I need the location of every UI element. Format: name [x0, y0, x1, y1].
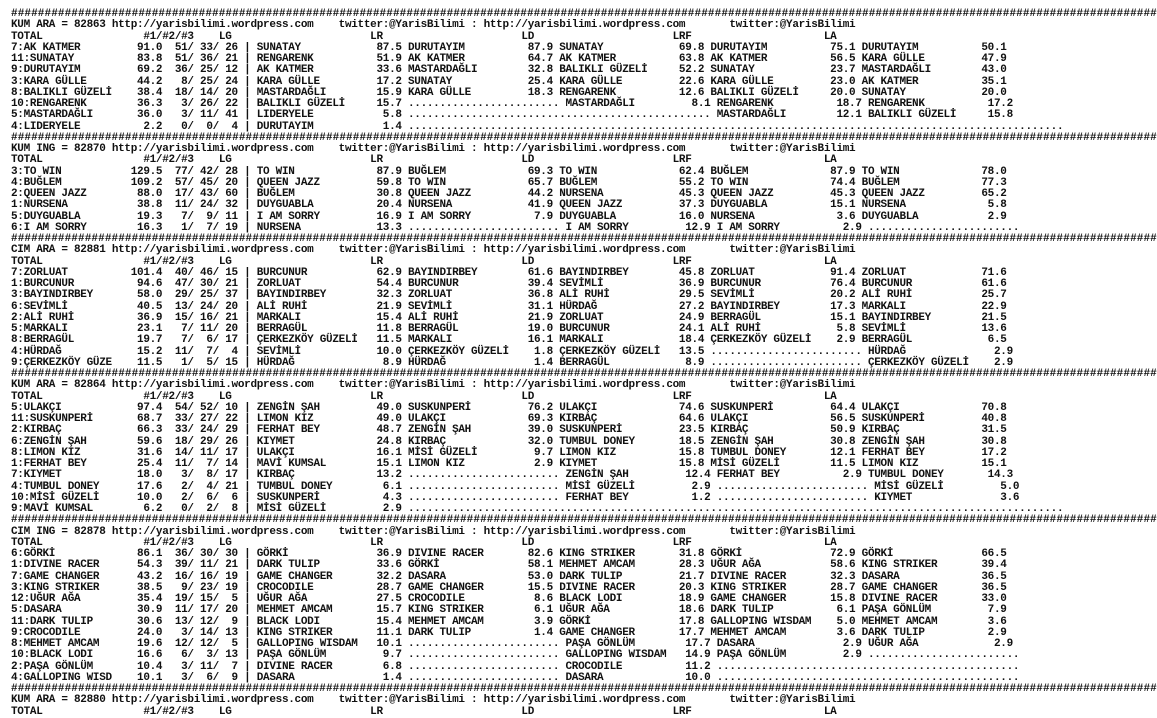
result-row: 9:DURUTAYIM 69.2 36/ 25/ 12 | AK KATMER 33.6 MASTARDAĞLI 32.8 BALIKLI GÜZELİ 52.2 SUNATAY 23.7 MASTARDAĞLI 43.0 [11, 64, 1007, 77]
race-header: CIM ING = 82878 http://yarisbilimi.wordpress.com twitter:@YarisBilimi : http://yarisbilimi.wordpress.com twitter:@YarisBilimi [11, 525, 856, 538]
result-row: 4:GALLOPING WISD 10.1 3/ 6/ 9 | DASARA 1.4 ........................ DASARA 10.0 ................................................ [11, 671, 1020, 684]
result-row: 5:MARKALI 23.1 7/ 11/ 20 | BERRAGÜL 11.8 BERRAGÜL 19.0 BURCUNUR 24.1 ALİ RUHİ 5.8 SEVİMLİ 13.6 [11, 323, 1007, 335]
column-header: TOTAL #1/#2/#3 LG LR LD LRF LA [11, 705, 837, 718]
result-row: 8:MEHMET AMCAM 19.6 12/ 12/ 5 | GALLOPING WISDAM 10.1 ........................ PAŞA GÖNLÜM 17.7 DASARA 2.9 UĞUR AĞA 2.9 [11, 638, 1013, 650]
result-row: 9:MAVİ KUMSAL 6.2 0/ 2/ 8 | MİSİ GÜZELİ 2.9 ........................................................................................................ [11, 503, 1064, 515]
column-header: TOTAL #1/#2/#3 LG LR LD LRF LA [11, 536, 837, 549]
result-row: 4:TUMBUL DONEY 17.6 2/ 4/ 21 | TUMBUL DONEY 6.1 ........................ MİSİ GÜZELİ 2.9 ........................ MİSİ GÜZELİ 5.0 [11, 480, 1020, 493]
result-row: 2:ALİ RUHİ 36.9 15/ 16/ 21 | MARKALI 15.4 ALİ RUHİ 21.9 ZORLUAT 24.9 BERRAGÜL 15.1 BAYINDIRBEY 21.5 [11, 311, 1007, 324]
result-row: 11:SUSKUNPERİ 68.7 33/ 27/ 22 | LIMON KIZ 49.0 ULAKÇI 69.3 KIRBAÇ 64.6 ULAKÇI 56.5 SUSKUNPERİ 40.8 [11, 413, 1007, 425]
result-row: 4:HÜRDAĞ 15.2 11/ 7/ 4 | SEVİMLİ 10.0 ÇERKEZKÖY GÜZELİ 1.8 ÇERKEZKÖY GÜZELİ 13.5 ........................ HÜRDAĞ 2.9 [11, 345, 1013, 358]
result-row: 10:BLACK LODI 16.6 6/ 3/ 13 | PAŞA GÖNLÜM 9.7 ........................ GALLOPING WISDAM 14.9 PAŞA GÖNLÜM 2.9 ........................ [11, 649, 1020, 662]
race-header: KUM ARA = 82864 http://yarisbilimi.wordpress.com twitter:@YarisBilimi : http://yarisbilimi.wordpress.com twitter:@YarisBilimi [11, 379, 856, 392]
result-row: 9:ÇERKEZKÖY GÜZE 11.5 1/ 5/ 15 | HÜRDAĞ 8.9 HÜRDAĞ 1.4 BERRAGÜL 8.9 ........................ ÇERKEZKÖY GÜZELİ 2.9 [11, 356, 1013, 369]
result-row: 1:NURSENA 38.8 11/ 24/ 32 | DUYGUABLA 20.4 NURSENA 41.9 QUEEN JAZZ 37.3 DUYGUABLA 15.1 NURSENA 5.8 [11, 199, 1007, 212]
result-row: 3:TO WIN 129.5 77/ 42/ 28 | TO WIN 87.9 BUĞLEM 69.3 TO WIN 62.4 BUĞLEM 87.9 TO WIN 78.0 [11, 165, 1007, 178]
column-header: TOTAL #1/#2/#3 LG LR LD LRF LA [11, 255, 837, 268]
result-row: 6:ZENGİN ŞAH 59.6 18/ 29/ 26 | KIYMET 24.8 KIRBAÇ 32.0 TUMBUL DONEY 18.5 ZENGİN ŞAH 30.8 ZENGİN ŞAH 30.8 [11, 435, 1007, 448]
result-row: 7:KIYMET 18.0 3/ 8/ 17 | KIRBAÇ 13.2 ........................ ZENGİN ŞAH 12.4 FERHAT BEY 2.9 TUMBUL DONEY 14.3 [11, 469, 1013, 482]
result-row: 10:MİSİ GÜZELİ 10.0 2/ 6/ 6 | SUSKUNPERİ 4.3 ........................ FERHAT BEY 1.2 ........................ KIYMET 3.6 [11, 491, 1020, 504]
race-statistics-sheet [11, 8, 1157, 718]
result-row: 9:CROCODILE 24.0 3/ 14/ 13 | KING STRIKER 11.1 DARK TULIP 1.4 GAME CHANGER 17.7 MEHMET AMCAM 3.6 DARK TULIP 2.9 [11, 626, 1007, 639]
result-row: 2:PAŞA GÖNLÜM 10.4 3/ 11/ 7 | DIVINE RACER 6.8 ........................ CROCODILE 11.2 ................................................ [11, 660, 1020, 673]
column-header: TOTAL #1/#2/#3 LG LR LD LRF LA [11, 390, 837, 403]
result-row: 4:LIDERYELE 2.2 0/ 0/ 4 | DURUTAYIM 1.4 ........................................................................................................ [11, 120, 1064, 133]
separator-line: ########################################################################################################################################################################### [11, 233, 1157, 245]
result-row: 3:BAYINDIRBEY 58.0 29/ 25/ 37 | BAYINDIRBEY 32.3 ZORLUAT 36.8 ALİ RUHİ 29.5 SEVİMLİ 20.2 ALİ RUHİ 25.7 [11, 289, 1007, 302]
result-row: 1:BURCUNUR 94.6 47/ 30/ 21 | ZORLUAT 54.4 BURCUNUR 39.4 SEVİMLİ 36.9 BURCUNUR 76.4 BURCUNUR 61.6 [11, 278, 1007, 290]
separator-line: ########################################################################################################################################################################### [11, 131, 1157, 144]
result-row: 7:AK KATMER 91.0 51/ 33/ 26 | SUNATAY 87.5 DURUTAYIM 87.9 SUNATAY 69.8 DURUTAYIM 75.1 DURUTAYIM 50.1 [11, 41, 1007, 54]
column-header: TOTAL #1/#2/#3 LG LR LD LRF LA [11, 154, 837, 167]
result-row: 3:KARA GÜLLE 44.2 8/ 25/ 24 | KARA GÜLLE 17.2 SUNATAY 25.4 KARA GÜLLE 22.6 KARA GÜLLE 23.0 AK KATMER 35.1 [11, 75, 1007, 88]
race-header: KUM ARA = 82880 http://yarisbilimi.wordpress.com twitter:@YarisBilimi : http://yarisbilimi.wordpress.com twitter:@YarisBilimi [11, 694, 856, 707]
result-row: 5:MASTARDAĞLI 36.0 3/ 11/ 41 | LIDERYELE 5.8 ................................................ MASTARDAĞLI 12.1 BALIKLI GÜZELİ 15.8 [11, 109, 1013, 122]
result-row: 5:DUYGUABLA 19.3 7/ 9/ 11 | I AM SORRY 16.9 I AM SORRY 7.9 DUYGUABLA 16.0 NURSENA 3.6 DUYGUABLA 2.9 [11, 210, 1007, 223]
result-row: 1:FERHAT BEY 25.4 11/ 7/ 14 | MAVİ KUMSAL 15.1 LIMON KIZ 2.9 KIYMET 15.8 MİSİ GÜZELİ 11.5 LIMON KIZ 15.1 [11, 458, 1007, 470]
result-row: 8:LIMON KIZ 31.6 14/ 11/ 17 | ULAKÇI 16.1 MİSİ GÜZELİ 9.7 LIMON KIZ 15.8 TUMBUL DONEY 12.1 FERHAT BEY 17.2 [11, 446, 1007, 459]
result-row: 2:KIRBAÇ 66.3 33/ 24/ 29 | FERHAT BEY 48.7 ZENGİN ŞAH 39.0 SUSKUNPERİ 23.5 KIRBAÇ 50.9 KIRBAÇ 31.5 [11, 424, 1007, 437]
result-row: 1:DIVINE RACER 54.3 39/ 11/ 21 | DARK TULIP 33.6 GÖRKİ 58.1 MEHMET AMCAM 28.3 UĞUR AĞA 58.6 KING STRIKER 39.4 [11, 559, 1007, 572]
result-row: 5:ULAKÇI 97.4 54/ 52/ 10 | ZENGİN ŞAH 49.0 SUSKUNPERİ 76.2 ULAKÇI 74.6 SUSKUNPERİ 64.4 ULAKÇI 70.8 [11, 401, 1007, 414]
separator-line: ########################################################################################################################################################################### [11, 8, 1157, 20]
result-row: 6:GÖRKİ 86.1 36/ 30/ 30 | GÖRKİ 36.9 DIVINE RACER 82.6 KING STRIKER 31.8 GÖRKİ 72.9 GÖRKİ 66.5 [11, 548, 1007, 560]
result-row: 8:BALIKLI GÜZELİ 38.4 18/ 14/ 20 | MASTARDAĞLI 15.9 KARA GÜLLE 18.3 RENGARENK 12.6 BALIKLI GÜZELİ 20.0 SUNATAY 20.0 [11, 86, 1007, 99]
race-header: KUM ING = 82870 http://yarisbilimi.wordpress.com twitter:@YarisBilimi : http://yarisbilimi.wordpress.com twitter:@YarisBilimi [11, 143, 856, 155]
result-row: 12:UĞUR AĞA 35.4 19/ 15/ 5 | UĞUR AĞA 27.5 CROCODILE 8.6 BLACK LODI 18.9 GAME CHANGER 15.8 DIVINE RACER 33.0 [11, 593, 1007, 605]
result-row: 2:QUEEN JAZZ 88.0 17/ 43/ 60 | BUĞLEM 30.8 QUEEN JAZZ 44.2 NURSENA 45.3 QUEEN JAZZ 45.3 QUEEN JAZZ 65.2 [11, 188, 1007, 200]
result-row: 8:BERRAGÜL 19.7 7/ 6/ 17 | ÇERKEZKÖY GÜZELİ 11.5 MARKALI 16.1 MARKALI 18.4 ÇERKEZKÖY GÜZELİ 2.9 BERRAGÜL 6.5 [11, 334, 1007, 347]
separator-line: ########################################################################################################################################################################### [11, 368, 1157, 380]
result-row: 11:DARK TULIP 30.6 13/ 12/ 9 | BLACK LODI 15.4 MEHMET AMCAM 3.9 GÖRKİ 17.8 GALLOPING WISDAM 5.0 MEHMET AMCAM 3.6 [11, 615, 1007, 628]
separator-line: ########################################################################################################################################################################### [11, 514, 1157, 527]
result-row: 4:BUĞLEM 109.2 57/ 45/ 20 | QUEEN JAZZ 59.8 TO WIN 65.7 BUĞLEM 55.2 TO WIN 74.4 BUĞLEM 77.3 [11, 176, 1007, 189]
result-row: 5:DASARA 30.9 11/ 17/ 20 | MEHMET AMCAM 15.7 KING STRIKER 6.1 UĞUR AĞA 18.6 DARK TULIP 6.1 PAŞA GÖNLÜM 7.9 [11, 604, 1007, 617]
result-row: 11:SUNATAY 83.8 51/ 36/ 21 | RENGARENK 51.9 AK KATMER 64.7 AK KATMER 63.8 AK KATMER 56.5 KARA GÜLLE 47.9 [11, 53, 1007, 65]
result-row: 7:ZORLUAT 101.4 40/ 46/ 15 | BURCUNUR 62.9 BAYINDIRBEY 61.6 BAYINDIRBEY 45.8 ZORLUAT 91.4 ZORLUAT 71.6 [11, 266, 1007, 279]
result-row: 6:SEVİMLİ 40.5 13/ 24/ 20 | ALİ RUHİ 21.9 SEVİMLİ 31.1 HÜRDAĞ 27.2 BAYINDIRBEY 17.3 MARKALI 22.9 [11, 300, 1007, 313]
result-row: 7:GAME CHANGER 43.2 16/ 16/ 19 | GAME CHANGER 32.2 DASARA 53.0 DARK TULIP 21.7 DIVINE RACER 32.3 DASARA 36.5 [11, 570, 1007, 583]
race-header: CIM ARA = 82881 http://yarisbilimi.wordpress.com twitter:@YarisBilimi : http://yarisbilimi.wordpress.com twitter:@YarisBilimi [11, 244, 856, 257]
result-row: 6:I AM SORRY 16.3 1/ 7/ 19 | NURSENA 13.3 ........................ I AM SORRY 12.9 I AM SORRY 2.9 ........................ [11, 221, 1020, 234]
separator-line: ########################################################################################################################################################################### [11, 683, 1157, 695]
race-header: KUM ARA = 82863 http://yarisbilimi.wordpress.com twitter:@YarisBilimi : http://yarisbilimi.wordpress.com twitter:@YarisBilimi [11, 19, 856, 32]
column-header: TOTAL #1/#2/#3 LG LR LD LRF LA [11, 30, 837, 43]
result-row: 3:KING STRIKER 38.5 9/ 23/ 19 | CROCODILE 28.7 GAME CHANGER 15.5 DIVINE RACER 20.3 KING STRIKER 28.7 GAME CHANGER 36.5 [11, 581, 1007, 594]
result-row: 10:RENGARENK 36.3 3/ 26/ 22 | BALIKLI GÜZELİ 15.7 ........................ MASTARDAĞLI 8.1 RENGARENK 18.7 RENGARENK 17.2 [11, 98, 1013, 110]
